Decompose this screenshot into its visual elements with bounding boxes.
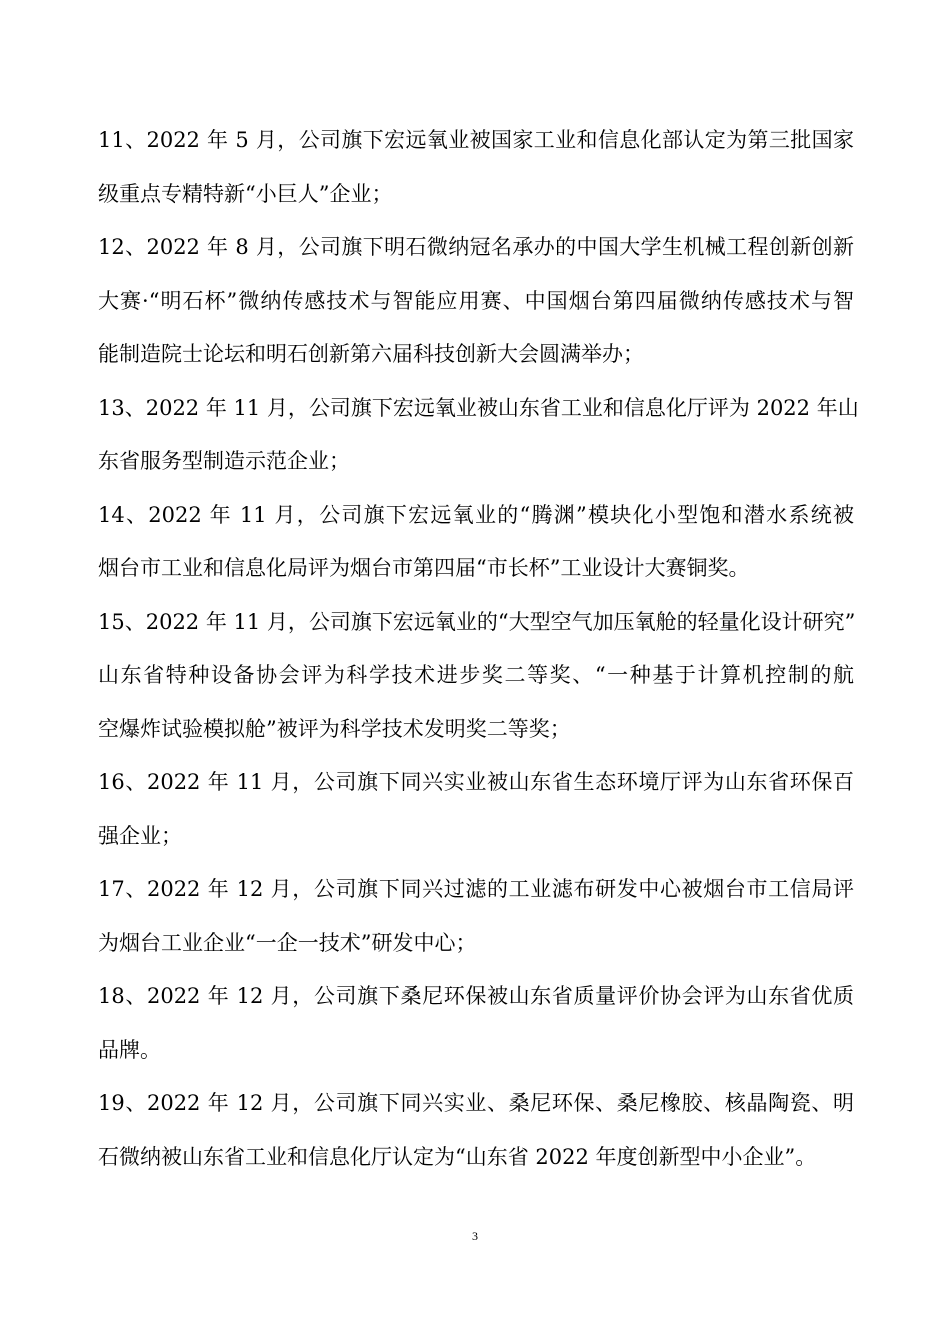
text-line: 大赛·“明石杯”微纳传感技术与智能应用赛、中国烟台第四届微纳传感技术与智: [98, 288, 854, 313]
list-item: [98, 979, 854, 1086]
list-item: [98, 605, 854, 766]
list-item: [98, 123, 854, 230]
text-line: 石微纳被山东省工业和信息化厅认定为“山东省 2022 年度创新型中小企业”。: [98, 1144, 817, 1169]
text-line: 12、2022 年 8 月，公司旗下明石微纳冠名承办的中国大学生机械工程创新创新: [98, 235, 854, 259]
text-line: 能制造院士论坛和明石创新第六届科技创新大会圆满举办；: [98, 342, 644, 366]
text-line: 山东省特种设备协会评为科学技术进步奖二等奖、“一种基于计算机控制的航: [98, 663, 854, 687]
list-item: [98, 391, 859, 498]
list-item: [98, 872, 854, 979]
document-body: [98, 123, 859, 1193]
text-line: 19、2022 年 12 月，公司旗下同兴实业、桑尼环保、桑尼橡胶、核晶陶瓷、明: [98, 1091, 854, 1115]
text-line: 为烟台工业企业“一企一技术”研发中心；: [98, 930, 477, 955]
page-number: 3: [472, 1229, 478, 1243]
text-line: 东省服务型制造示范企业；: [98, 449, 350, 473]
text-line: 18、2022 年 12 月，公司旗下桑尼环保被山东省质量评价协会评为山东省优质: [98, 984, 854, 1008]
text-line: 品牌。: [98, 1037, 161, 1062]
text-line: 级重点专精特新“小巨人”企业；: [98, 181, 393, 206]
text-line: 17、2022 年 12 月，公司旗下同兴过滤的工业滤布研发中心被烟台市工信局评: [98, 877, 854, 901]
text-line: 11、2022 年 5 月，公司旗下宏远氧业被国家工业和信息化部认定为第三批国家: [98, 128, 854, 152]
list-item: [98, 765, 854, 872]
text-line: 空爆炸试验模拟舱”被评为科学技术发明奖二等奖；: [98, 716, 571, 741]
text-line: 15、2022 年 11 月，公司旗下宏远氧业的“大型空气加压氧舱的轻量化设计研究”: [98, 609, 856, 634]
text-line: 16、2022 年 11 月，公司旗下同兴实业被山东省生态环境厅评为山东省环保百: [98, 770, 854, 794]
list-item: [98, 230, 854, 391]
text-line: 强企业；: [98, 823, 182, 848]
list-item: [98, 1086, 854, 1193]
list-item: [98, 498, 854, 605]
text-line: 烟台市工业和信息化局评为烟台市第四届“市长杯”工业设计大赛铜奖。: [98, 556, 750, 580]
text-line: 13、2022 年 11 月，公司旗下宏远氧业被山东省工业和信息化厅评为 2022 年山: [98, 395, 859, 420]
text-line: 14、2022 年 11 月，公司旗下宏远氧业的“腾渊”模块化小型饱和潜水系统被: [98, 502, 854, 527]
